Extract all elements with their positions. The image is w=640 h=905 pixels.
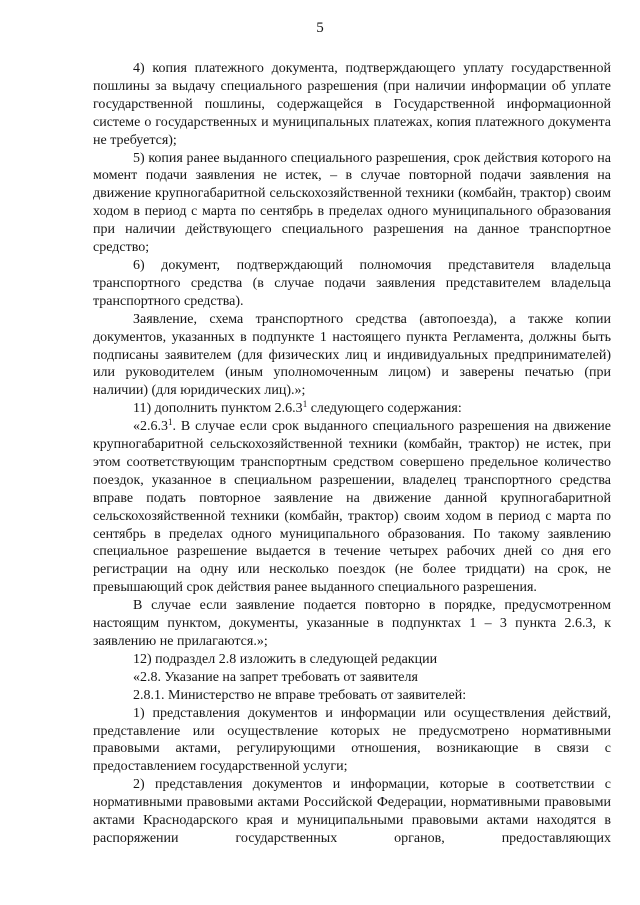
paragraph-list-item-2: 2) представления документов и информации, которые в соответствии с нормативными правовыми актами Российской Федерации, нормативными правовыми актами Краснодарского края и муниципальными правовыми актами находятся в распоряжении государственных органов, предоставляющих <box>93 777 611 846</box>
paragraph-application-signature: Заявление, схема транспортного средства (автопоезда), а также копии документов, указанных в подпункте 1 настоящего пункта Регламента, должны быть подписаны заявителем (для физических лиц и индивидуальных предпринимателей) или руководителем (иным уполномоченным лицом) и заверены печатью (при наличии) (для юридических лиц).»; <box>93 311 611 399</box>
paragraph-item-5-previous-permit: 5) копия ранее выданного специального разрешения, срок действия которого на момент подачи заявления не истек, – в случае повторной подачи заявления на движение крупногабаритной сельскохозяйственной техники (комбайн, трактор) своим ходом в период с марта по сентябрь в пределах одного муниципального образования при наличии действующего специального разрешения на данное транспортное средство; <box>93 150 611 256</box>
paragraph-clause-2-6-3-1: «2.6.3$^1$. В случае если срок выданного специального разрешения на движение крупногабаритной сельскохозяйственной техники (комбайн, трактор) не истек, при этом соответствующим транспортным средством совершено предельное количество поездок, указанное в специальном разрешении, владелец транспортного средства вправе подать повторное заявление на движение данной крупногабаритной сельскохозяйственной техники (комбайн, трактор) своим ходом в период с марта по сентябрь в пределах одного муниципального образования. По такому заявлению специальное разрешение выдается в течение четырех рабочих дней со дня его регистрации на одну или несколько поездок (не более тридцати) на срок, не превышающий срок действия ранее выданного специального разрешения. <box>93 417 611 596</box>
paragraph-item-4-payment-document: 4) копия платежного документа, подтверждающего уплату государственной пошлины за выдачу специального разрешения (при наличии информации об уплате государственной пошлины, содержащейся в Государственной информационной системе о государственных и муниципальных платежах, копия платежного документа не требуется); <box>93 61 611 148</box>
page-number: 5 <box>316 20 324 36</box>
paragraph-amendment-11: 11) дополнить пунктом 2.6.3$^1$ следующего содержания: <box>133 399 462 417</box>
paragraph-item-6-representative-authority: 6) документ, подтверждающий полномочия представителя владельца транспортного средства (в случае подачи заявления представителем владельца транспортного средства). <box>93 257 611 309</box>
paragraph-amendment-12: 12) подраздел 2.8 изложить в следующей редакции <box>133 651 438 667</box>
superscript-one: 1 <box>302 399 308 410</box>
paragraph-clause-2-8-1: 2.8.1. Министерство не вправе требовать от заявителей: <box>133 687 467 703</box>
superscript-one: 1 <box>168 417 173 428</box>
document-body <box>93 60 611 848</box>
paragraph-list-item-1: 1) представления документов и информации или осуществления действий, представление или осуществление которых не предусмотрено нормативными правовыми актами, регулирующими отношения, возникающие в связи с предоставлением государственной услуги; <box>93 705 611 775</box>
paragraph-section-2-8-heading: «2.8. Указание на запрет требовать от заявителя <box>133 669 418 685</box>
paragraph-repeat-application: В случае если заявление подается повторно в порядке, предусмотренном настоящим пунктом, документы, указанные в подпунктах 1 – 3 пункта 2.6.3, к заявлению не прилагаются.»; <box>93 598 611 649</box>
